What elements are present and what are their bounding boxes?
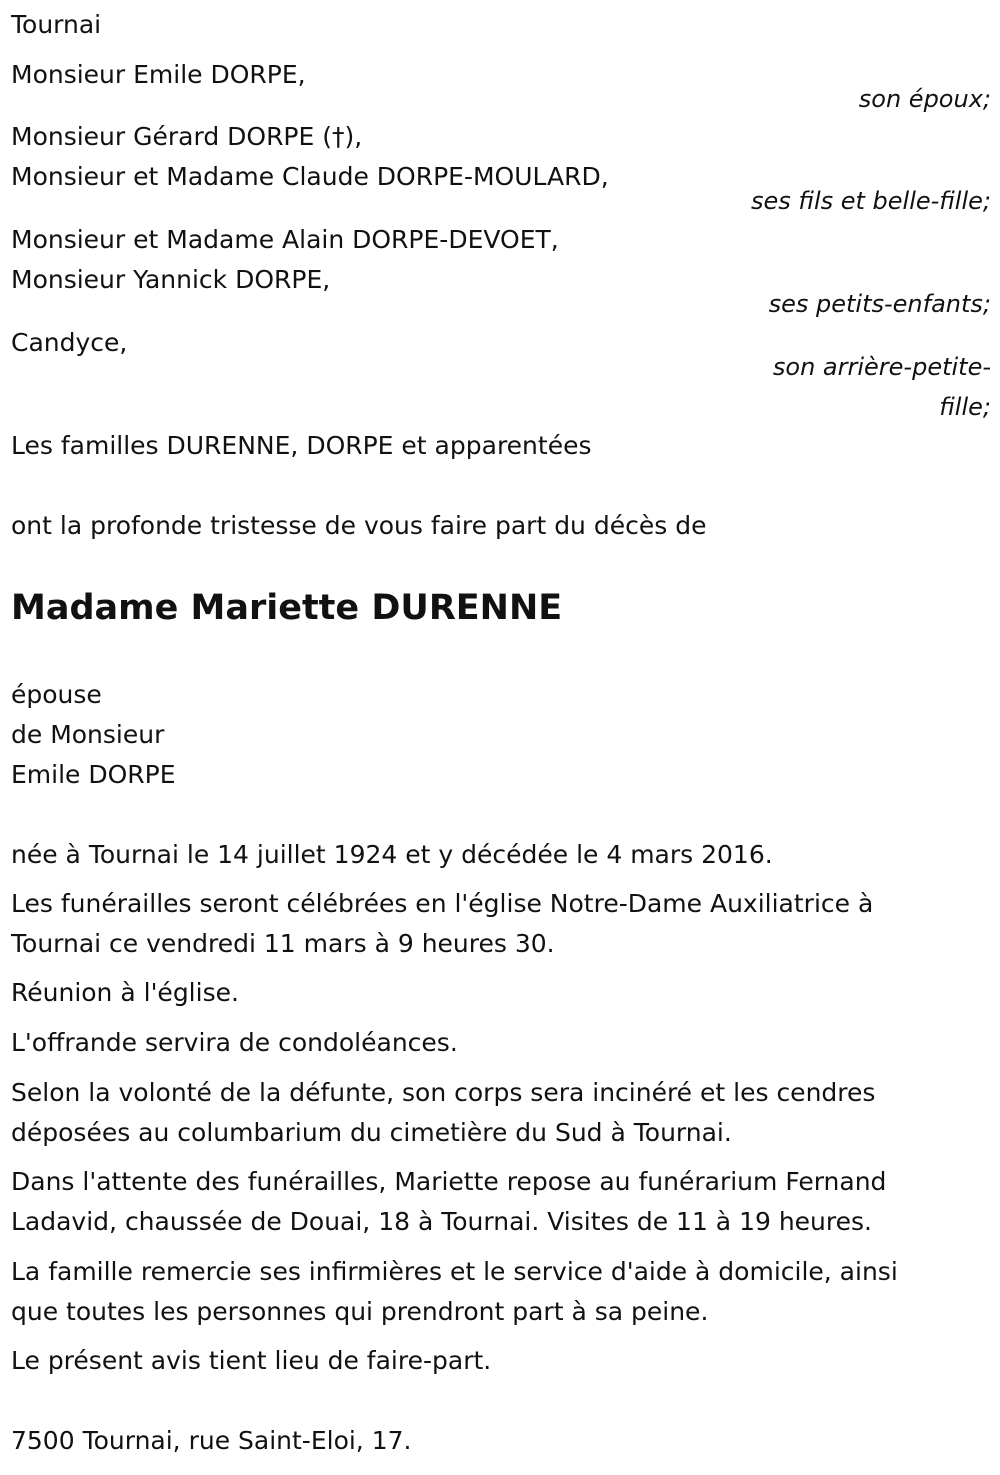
paragraph-line: Réunion à l'église. — [11, 978, 239, 1007]
paragraph-line: Le présent avis tient lieu de faire-part. — [11, 1346, 492, 1375]
mourner-line: Monsieur et Madame Claude DORPE-MOULARD, — [11, 162, 609, 191]
paragraph-line: La famille remercie ses infirmières et le service d'aide à domicile, ainsi — [11, 1257, 898, 1286]
mourner-line: Candyce, — [11, 328, 128, 357]
relation-label: ses petits-enfants; — [768, 290, 991, 318]
spouse-line: épouse — [11, 680, 102, 709]
families-line: Les familles DURENNE, DORPE et apparentées — [11, 431, 592, 460]
spouse-line: de Monsieur — [11, 720, 165, 749]
paragraph-line: que toutes les personnes qui prendront part à sa peine. — [11, 1297, 709, 1326]
relation-label: ses fils et belle-fille; — [751, 187, 991, 215]
paragraph-line: née à Tournai le 14 juillet 1924 et y décédée le 4 mars 2016. — [11, 840, 773, 869]
paragraph-line: Dans l'attente des funérailles, Mariette repose au funérarium Fernand — [11, 1167, 887, 1196]
address-line: 7500 Tournai, rue Saint-Eloi, 17. — [11, 1426, 412, 1455]
mourner-line: Monsieur Emile DORPE, — [11, 60, 306, 89]
paragraph-line: Selon la volonté de la défunte, son corps sera incinéré et les cendres — [11, 1078, 876, 1107]
deceased-name: Madame Mariette DURENNE — [11, 588, 563, 628]
paragraph-line: L'offrande servira de condoléances. — [11, 1028, 458, 1057]
spouse-line: Emile DORPE — [11, 760, 176, 789]
mourner-line: Monsieur Yannick DORPE, — [11, 265, 331, 294]
paragraph-line: Les funérailles seront célébrées en l'église Notre-Dame Auxiliatrice à — [11, 889, 874, 918]
relation-label: fille; — [939, 393, 991, 421]
announcement-line: ont la profonde tristesse de vous faire part du décès de — [11, 511, 707, 540]
mourner-line: Monsieur et Madame Alain DORPE-DEVOET, — [11, 225, 559, 254]
mourner-line: Monsieur Gérard DORPE (†), — [11, 122, 363, 151]
paragraph-line: Ladavid, chaussée de Douai, 18 à Tournai. Visites de 11 à 19 heures. — [11, 1207, 872, 1236]
relation-label: son époux; — [858, 85, 991, 113]
relation-label: son arrière-petite- — [772, 353, 991, 381]
paragraph-line: Tournai ce vendredi 11 mars à 9 heures 30. — [11, 929, 555, 958]
city-heading: Tournai — [11, 10, 102, 39]
paragraph-line: déposées au columbarium du cimetière du Sud à Tournai. — [11, 1118, 732, 1147]
